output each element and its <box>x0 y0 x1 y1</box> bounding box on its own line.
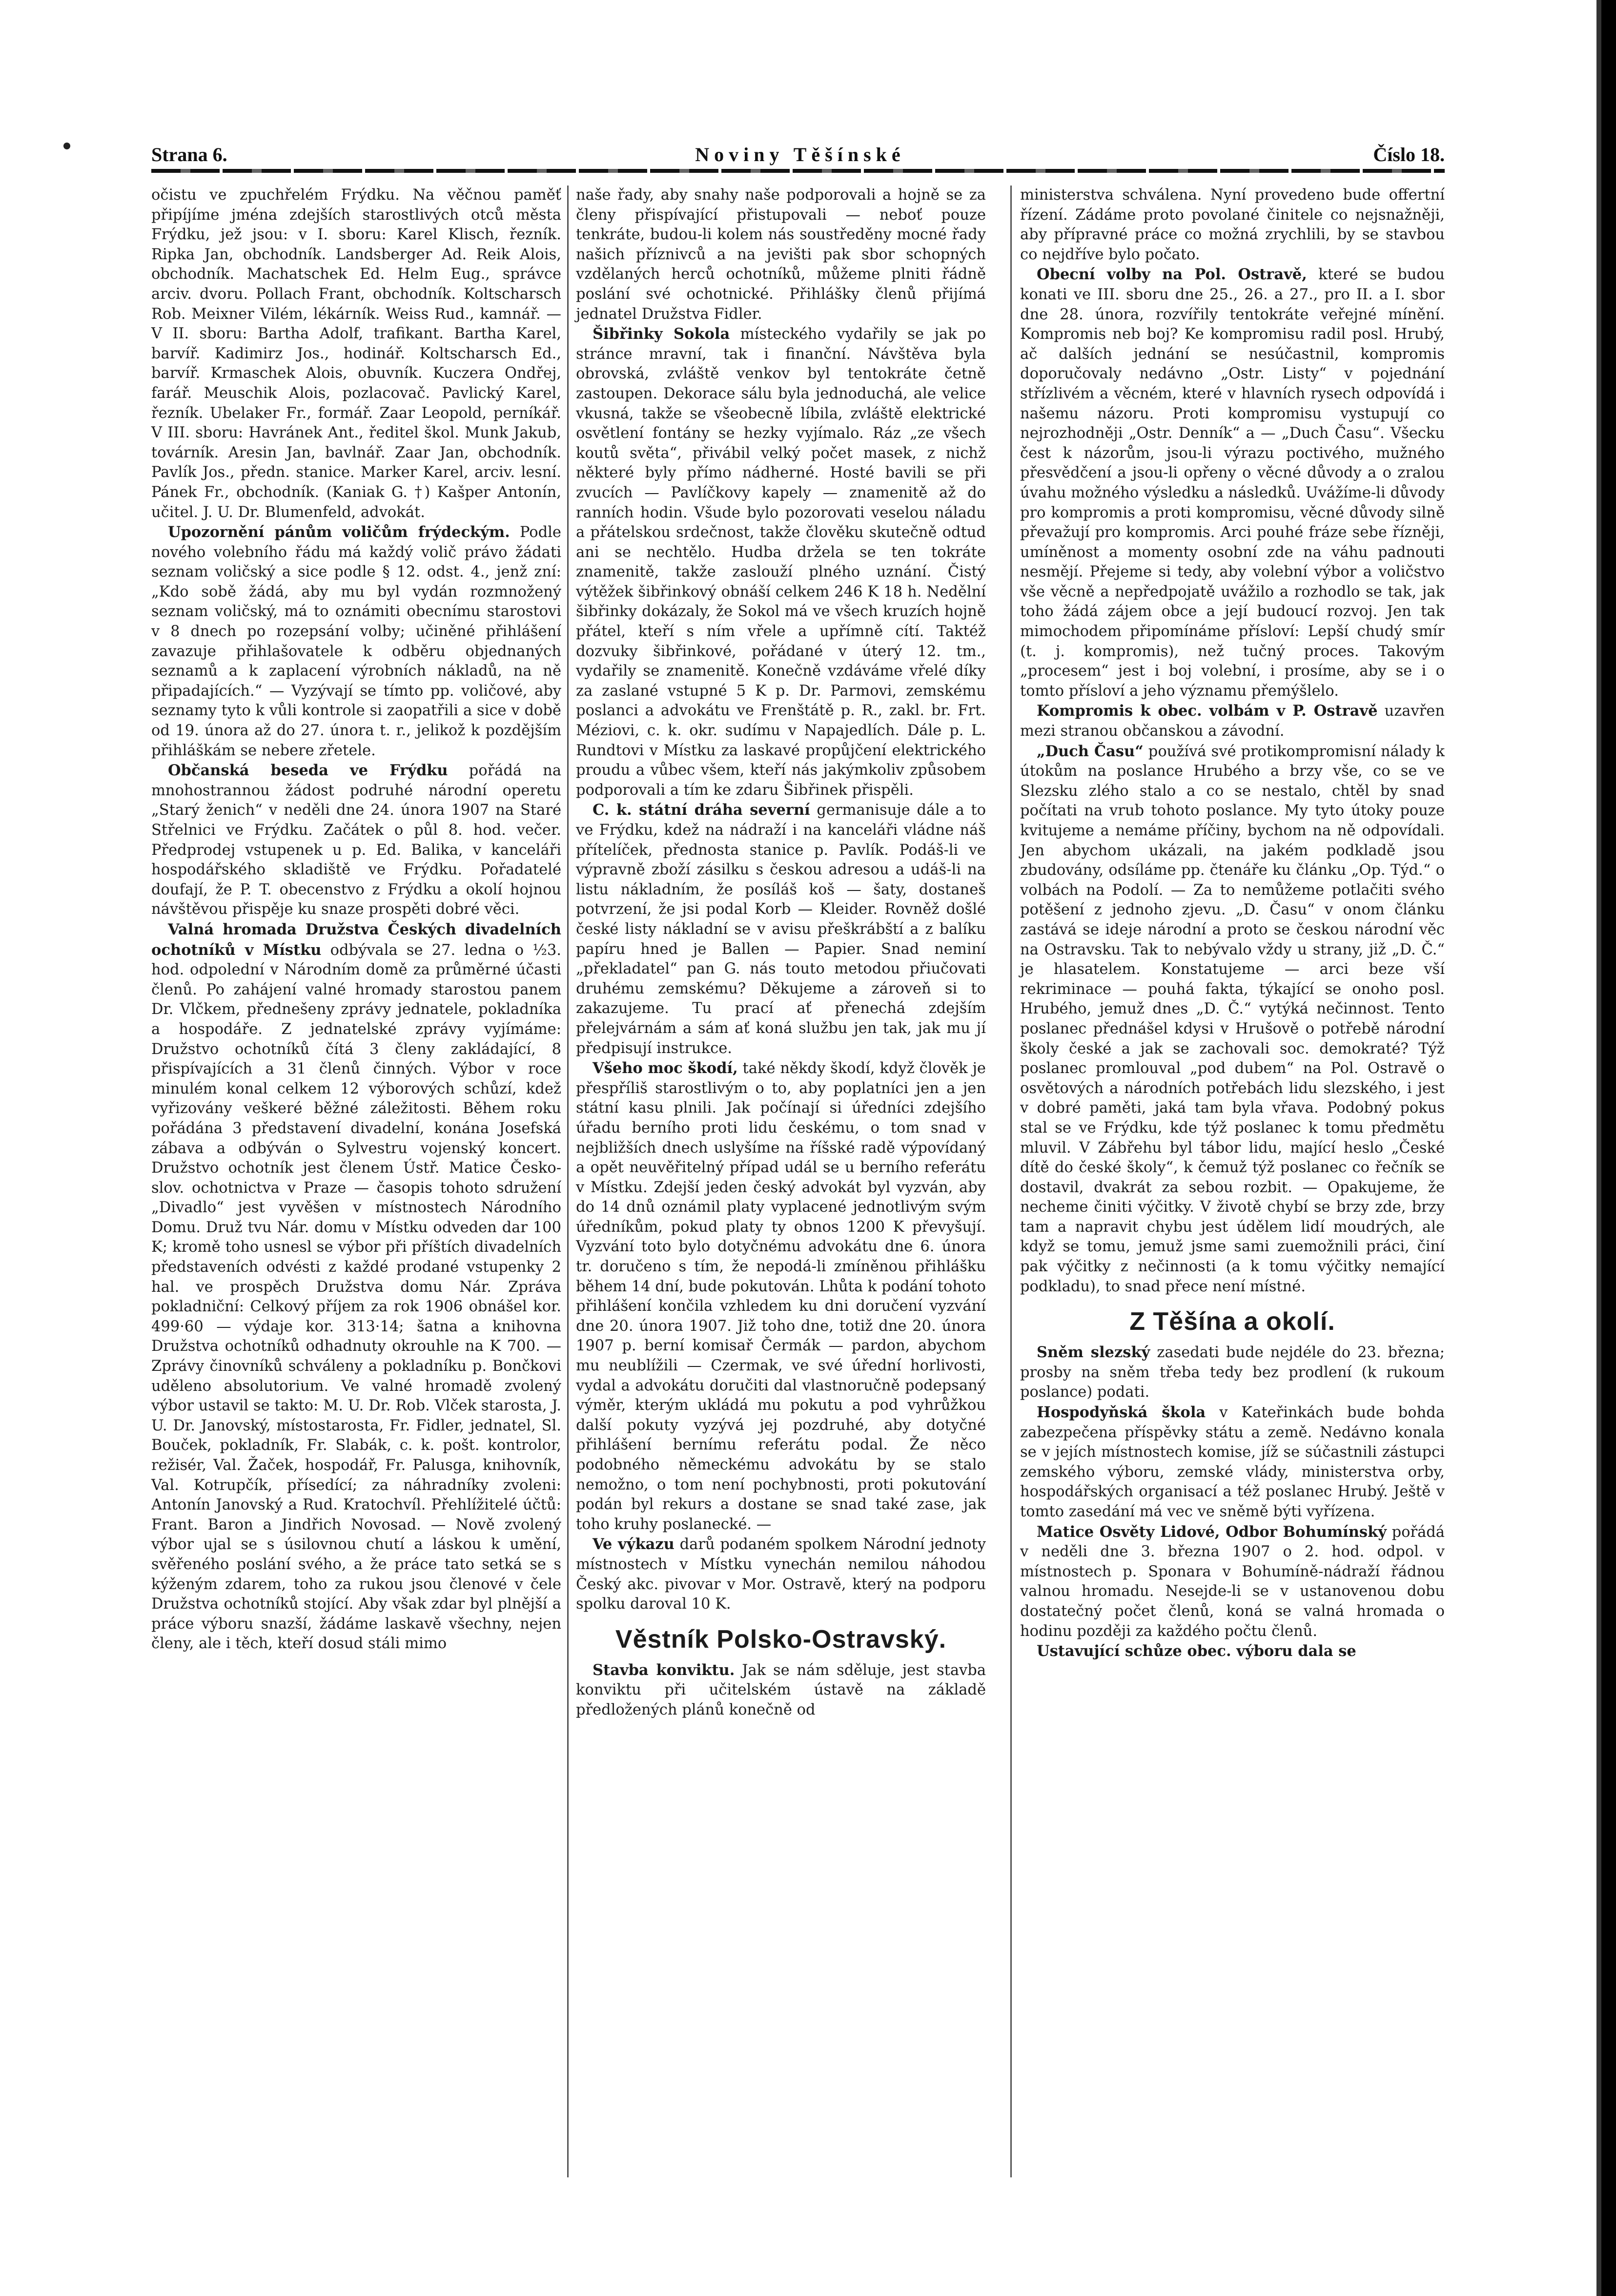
article-text: ministerstva schválena. Nyní provedeno bude offertní řízení. Zádáme proto povolané činitele co nejsnažněji, aby přípravné práce co možná zrychlili, by se stavbou co nejdříve bylo počato. <box>1020 186 1445 263</box>
article-text: očistu ve zpuchřelém Frýdku. Na věčnou paměť připíjíme jména zdejších starostlivých otců města Frýdku, jež jsou: v I. sboru: Karel Klisch, řezník. Ripka Jan, obchodník. Landsberger Ad. Reik Alois, obchodník. Machatschek Ed. Helm Eug., správce arciv. dvoru. Pollach Frant, obchodník. Koltscharsch Rob. Meixner Vilém, lékárník. Weiss Rud., kamnář. — V II. sboru: Bartha Adolf, trafikant. Bartha Karel, barvíř. Kadimirz Jos., hodinář. Koltscharsch Ed., barvíř. Krmaschek Alois, obuvník. Kuczera Ondřej, farář. Meuschik Alois, pozlacovač. Pavlický Karel, řezník. Ubelaker Fr., formář. Zaar Leopold, perníkář. V III. sboru: Havránek Ant., ředitel škol. Munk Jakub, továrník. Aresin Jan, bavlnář. Zaar Jan, obchodník. Pavlík Jos., předn. stanice. Marker Karel, arciv. lesní. Pánek Fr., obchodník. (Kaniak G. †) Kašper Antonín, učitel. J. U. Dr. Blumenfeld, advokát. <box>151 186 561 521</box>
article-paragraph <box>1020 1403 1445 1522</box>
article-text: odbývala se 27. ledna o ½3. hod. odpolední v Národním domě za průměrné účasti členů. Po zahájení valné hromady starostou panem Dr. Vlčkem, přednešeny zprávy jednatele, pokladníka a hospodáře. Z jednatelské zprávy vyjímáme: Družstvo ochotníků čítá 3 členy zakládající, 8 přispívajících a 31 členů činných. Výbor v roce minulém konal celkem 12 výborových schůzí, kdež vyřizovány veškeré běžné záležitosti. Během roku pořádána 3 představení divadelní, konána Josefská zábava a odbýván o Sylvestru vojenský koncert. Družstvo ochotník jest členem Ústř. Matice Česko-slov. ochotnictva v Praze — časopis tohoto sdružení „Divadlo“ jest vyvěšen v místnostech Národního Domu. Druž tvu Nár. domu v Místku odveden dar 100 K; kromě toho usnesl se výbor při příštích divadelních představeních odvésti z každé prodané vstupenky 2 hal. ve prospěch Družstva domu Nár. Zpráva pokladniční: Celkový příjem za rok 1906 obnášel kor. 499·60 — výdaje kor. 313·14; šatna a knihovna Družstva ochotníků odhadnuty okrouhle na K 700. — Zprávy činovníků schváleny a pokladníku p. Bončkovi uděleno absolutorium. Ve valné hromadě zvolený výbor ustavil se takto: M. U. Dr. Rob. Vlček starosta, J. U. Dr. Janovský, místostarosta, Fr. Fidler, jednatel, Sl. Bouček, pokladník, Fr. Slabák, c. k. pošt. kontrolor, režisér, Val. Žaček, hospodář, Fr. Palusga, knihovník, Val. Kotrupčík, přísedící; za náhradníky zvoleni: Antonín Janovský a Rud. Kratochvíl. Přehlížitelé účtů: Frant. Baron a Jindřich Novosad. — Nově zvolený výbor ujal se s úsilovnou chutí a láskou k umění, svěřeného poslání svého, a že práce tato setká se s kýženým zdarem, toho za rukou jsou členové v čele Družstva ochotníků stojící. Aby však zdar byl plnější a práce výboru snazší, žádáme laskavě všechny, nejen členy, ale i těch, kteří dosud stáli mimo <box>151 941 561 1653</box>
article-text: používá své protikompromisní nálady k útokům na poslance Hrubého a brzy vše, co se ve Slezsku zlého stalo a co se nestalo, chtěl by snad počítati na vrub tohoto poslance. My tyto útoky pouze kvitujeme a nemáme příčiny, bychom na ně odpovídali. Jen abychom ukázali, na jakém podkladě jsou zbudovány, odsíláme pp. čtenáře ku článku „Op. Týd.“ o volbách na Podolí. — Za to nemůžeme potlačiti svého potěšení z jednoho zjevu. „D. Času“ v onom článku zastává se ideje národní a proto se českou národní věc na Ostravsku. Tak to nebývalo vždy u strany, již „D. Č.“ je hlasatelem. Konstatujeme — arci beze vší rekriminace — pouhá fakta, týkající se onoho posl. Hrubého, jemuž dnes „D. Č.“ vytýká nečinnost. Tento poslanec přednášel kdysi v Hrušově o potřebě národní školy české a jak se zachovali soc. demokraté? Týž poslanec promlouval „pod dubem“ na Pol. Ostravě o osvětových a národních potřebách lidu slezského, i jest v dobré paměti, jaká tam byla vřava. Podobný pokus stal se ve Frýdku, kde týž poslanec k tomu předmětu mluvil. V Zábřehu byl tábor lidu, mající heslo „České dítě do české školy“, k čemuž týž poslanec co řečník se dostavil, dvakrát za sebou rozbit. — Opakujeme, že necheme činiti výčitky. V životě chybí se brzy zde, brzy tam a napravit chybu jest údělem lidí moudrých, ale když se tomu, jemuž jsme sami zuemožnili práci, činí pak výčitky z nečinnosti (a k tomu výčitky nemající podkladu), to snad přece není místné. <box>1020 743 1445 1295</box>
paper-title: Noviny Těšínské <box>695 144 905 165</box>
article-lead: Hospodyňská škola <box>1037 1404 1206 1422</box>
column-divider <box>567 186 569 2177</box>
article-paragraph <box>1020 742 1445 1297</box>
section-heading: Z Těšína a okolí. <box>1129 1307 1335 1336</box>
article-paragraph <box>151 920 561 1654</box>
article-paragraph <box>1020 186 1445 265</box>
article-paragraph <box>1020 1641 1445 1662</box>
article-paragraph <box>151 522 561 761</box>
article-text: Podle nového volebního řádu má každý volič právo žádati seznam voličský a sice podle § 12. odst. 4., jenž zní: „Kdo sobě žádá, aby mu byl vydán rozmnožený seznam voličský, má to oznámiti obecnímu starostovi v 8 dnech po rozepsání volby; učiněné přihlášení zavazuje přihlašovatele k odběru objednaných seznamů a k zaplacení výrobních nákladů, na ně připadajících.“ — Vyzývají se tímto pp. voličové, aby seznamy tyto k vůli kontrole si zaopatřili a sice v době od 19. února až do 27. února t. r., jelikož k pozdějším přihláškám se nebere zřetele. <box>151 524 561 759</box>
column-1 <box>151 186 561 1654</box>
article-text: uzavřen mezi stranou občanskou a závodní. <box>1020 703 1445 740</box>
issue-number: Číslo 18. <box>1373 144 1445 165</box>
margin-dot <box>63 143 70 149</box>
article-lead: „Duch Času“ <box>1037 742 1144 760</box>
scan-edge-shadow <box>1596 0 1601 2296</box>
article-lead: Ustavující schůze obec. výboru dala se <box>1037 1642 1356 1660</box>
article-lead: Sněm slezský <box>1037 1344 1150 1362</box>
section-heading: Věstník Polsko-Ostravský. <box>615 1625 947 1654</box>
article-paragraph <box>576 800 986 1058</box>
article-lead: Valná hromada Družstva Českých divadelních ochotníků v Místku <box>151 920 561 959</box>
article-lead: Kompromis k obec. volbám v P. Ostravě <box>1037 702 1378 720</box>
newspaper-page <box>151 127 1445 2192</box>
article-paragraph <box>1020 1343 1445 1403</box>
article-text: také někdy škodí, když člověk je přespříliš starostlivým o to, aby poplatníci jen a jen státní kasu plnili. Jak počínají si úředníci zdejšího úřadu berního proti lidu českému, o tom snad v nejbližších dnech uslyšíme na říšské radě výpovídaný a opět neuvěřitelný případ udál se u berního referátu v Místku. Zdejší jeden český advokát byl vyzván, aby do 14 dnů oznámil platy vyplacené jednotlivým svým úředníkům, pokud platy ty obnos 1200 K převyšují. Vyzvání toto bylo dotyčnému advokátu dne 6. února tr. doručeno s tím, že nepodá-li zmíněnou přihlášku během 14 dní, bude pokutován. Lhůta k podání tohoto přihlášení končila vzhledem ku dni doručení vyzvání dne 20. února 1907. Již toho dne, totiž dne 20. února 1907 p. berní komisař Čermák — pardon, abychom mu neublížili — Czermak, ve své úřední horlivosti, vydal a advokátu doručiti dal vlastnoručně podepsaný výměr, kterým ukládá mu pokutu a pod vyhrůžkou další pokuty vyzývá jej pozdruhé, aby dotyčné přihlášení bernímu referátu podal. Že něco podobného německému advokátu by se stalo nemožno, o tom není pochybnosti, proti pokutování podán byl rekurs a dostane se snad také zase, jak toho kruhy poslanecké. — <box>576 1060 986 1533</box>
article-lead: C. k. státní dráha severní <box>593 801 810 819</box>
page-number: Strana 6. <box>151 144 227 165</box>
scan-edge <box>1601 0 1616 2296</box>
column-2 <box>576 186 986 1720</box>
article-paragraph <box>576 324 986 800</box>
article-paragraph <box>576 1534 986 1614</box>
article-lead: Upozornění pánům voličům frýdeckým. <box>168 523 510 541</box>
article-lead: Matice Osvěty Lidové, Odbor Bohumínský <box>1037 1523 1387 1541</box>
column-3 <box>1020 186 1445 1662</box>
article-lead: Občanská beseda ve Frýdku <box>168 762 448 780</box>
article-text: germanisuje dále a to ve Frýdku, kdež na nádraží i na kanceláři vládne náš přítelíček, přednosta stanice p. Pavlík. Podáš-li ve výpravně zboží zásilku s českou adresou a udáš-li na listu nákladním, že posíláš koš — šaty, dostaneš potvrzení, že jsi podal Korb — Kleider. Rovněž došlé české listy nákladní se v avisu přeškrábští a z balíku papíru hned je Ballen — Papier. Snad neminí „překladatel“ pan G. nás touto metodou přiučovati druhému zemskému? Děkujeme a zároveň si to zakazujeme. Tu prací ať přenechá zdejším přelejvárnám a sám ať koná službu jen tak, jak mu jí předpisují instrukce. <box>576 802 986 1057</box>
page-header <box>151 127 1445 166</box>
article-text: které se budou konati ve III. sboru dne 25., 26. a 27., pro II. a I. sbor dne 28. února, rozvířily tentokráte veřejné mínění. Kompromis neb boj? Ke kompromisu radil posl. Hrubý, ač dalších jednání se nesúčastnil, kompromis doporučovaly nedávno „Ostr. Listy“ v pojednání střízlivém a věcném, které v hlavních rysech odpovídá i našemu názoru. Proti kompromisu vystupují co nejrozhodněji „Ostr. Denník“ a — „Duch Času“. Všecku čest k názorům, jsou-li výrazu poctivého, mužného přesvědčení a jsou-li opřeny o věcné důvody a o zralou úvahu možného výsledku a následků. Uvážíme-li důvody pro kompromis a proti kompromisu, věcné důvody silně převažují pro kompromis. Arci pouhé fráze sebe řízněji, umíněnost a momenty osobní zde na váhu padnouti nesmějí. Přejeme si tedy, aby volební výbor a voličstvo vše věcně a nepředpojatě uvážilo a rozhodlo se tak, jak toho žádá zájem obce a její budoucí rozvoj. Jen tak mimochodem připomínáme přísloví: Lepší chudý smír (t. j. kompromis), než tučný proces. Takovým „procesem“ jest i boj volební, i prosíme, aby se i o tomto přísloví a jeho významu přemýšlelo. <box>1020 266 1445 700</box>
article-text: v Kateřinkách bude bohda zabezpečena příspěvky státu a země. Nedávno konala se v jejích místnostech komise, jíž se súčastnili zástupci zemského výboru, zemské vlády, ministerstva orby, hospodářských organisací a též poslanec Hrubý. Ještě v tomto zasedání má vec ve sněmě býti vyřízena. <box>1020 1404 1445 1520</box>
article-paragraph <box>151 186 561 522</box>
article-text: pořádá na mnohostrannou žádost podruhé národní operetu „Starý ženich“ v neděli dne 24. února 1907 na Staré Střelnici ve Frýdku. Začátek o půl 8. hod. večer. Předprodej vstupenek u p. Ed. Balika, v kanceláři hospodářského skladiště ve Frýdku. Pořadatelé doufají, že P. T. obecenstvo z Frýdku a okolí hojnou návštěvou přispěje ku snaze prospěti dobré věci. <box>151 762 561 918</box>
article-paragraph <box>576 1058 986 1534</box>
article-text: místeckého vydařily se jak po stránce mravní, tak i finanční. Návštěva byla obrovská, zvláště venkov byl tentokráte četně zastoupen. Dekorace sálu byla jednoduchá, ale velice vkusná, takže se všeobecně líbila, zvláště elektrické osvětlení fontány se hezky vyjímalo. Ráz „ze všech koutů světa“, přivábil velký počet masek, z nichž některé byly přímo nádherné. Hosté bavili se při zvucích — Pavlíčkovy kapely — znamenitě až do ranních hodin. Všude bylo pozorovati veselou náladu a přátelskou srdečnost, takže člověku skutečně odtud ani se nechtělo. Hudba držela se ten tokráte znamenitě, takže zaslouží plného uznání. Čistý výtěžek šibřinkový obnáší celkem 246 K 18 h. Nedělní šibřinky dokázaly, že Sokol má ve všech kruzích hojně přátel, kteří s ním vřele a upřímně cítí. Taktéž dozvuky šibřinkové, pořádané v úterý 12. tm., vydařily se znamenitě. Konečně vzdáváme vřelé díky za zaslané vstupné 5 K p. Dr. Parmovi, zemskému poslanci a advokátu ve Frenštátě p. R., zakl. br. Frt. Méziovi, c. k. okr. sudímu v Napajedlích. Dále p. L. Rundtovi v Místku za laskavé propůjčení elektrického proudu a vůbec všem, kteří nás jakýmkoliv způsobem podporovali a tím ke zdaru Šibřinek přispěli. <box>576 326 986 799</box>
article-text: zasedati bude nejdéle do 23. března; prosby na sněm třeba tedy bez prodlení (k rukoum poslance) podati. <box>1020 1344 1445 1401</box>
article-paragraph <box>576 1660 986 1720</box>
article-lead: Šibřinky Sokola <box>593 325 730 343</box>
article-paragraph <box>1020 701 1445 741</box>
article-lead: Všeho moc škodí, <box>593 1059 738 1077</box>
header-rule <box>151 169 1445 173</box>
article-text: pořádá v neděli dne 3. března 1907 o 2. hod. odpol. v místnostech p. Sponara v Bohumíně-nádraží řádnou valnou hromadu. Nesejde-li se v ustanovenou dobu dostatečný počet členů, koná se valná hromada o hodinu později za každého počtu členů. <box>1020 1523 1445 1640</box>
column-divider <box>1010 186 1012 2177</box>
article-lead: Ve výkazu <box>593 1535 675 1553</box>
article-text: naše řady, aby snahy naše podporovali a hojně se za členy přispívající přistupovali — neboť pouze tenkráte, budou-li kolem nás soustředěny mocné řady našich příznivců a na jevišti pak sbor schopných vzdělaných herců ochotníků, můžeme plniti řádně poslání své ochotnické. Přihlášky členů přijímá jednatel Družstva Fidler. <box>576 186 986 323</box>
article-lead: Obecní volby na Pol. Ostravě, <box>1037 266 1307 284</box>
article-paragraph <box>1020 1522 1445 1642</box>
article-text: darů podaném spolkem Národní jednoty místnostech v Místku vynechán nemilou náhodou Český akc. pivovar v Mor. Ostravě, který na podporu spolku daroval 10 K. <box>576 1536 986 1613</box>
article-lead: Stavba konviktu. <box>593 1661 735 1679</box>
article-paragraph <box>1020 265 1445 701</box>
article-paragraph <box>151 761 561 920</box>
article-text: Jak se nám sděluje, jest stavba konviktu při učitelském ústavě na základě předložených plánů konečně od <box>576 1661 986 1718</box>
article-paragraph <box>576 186 986 324</box>
